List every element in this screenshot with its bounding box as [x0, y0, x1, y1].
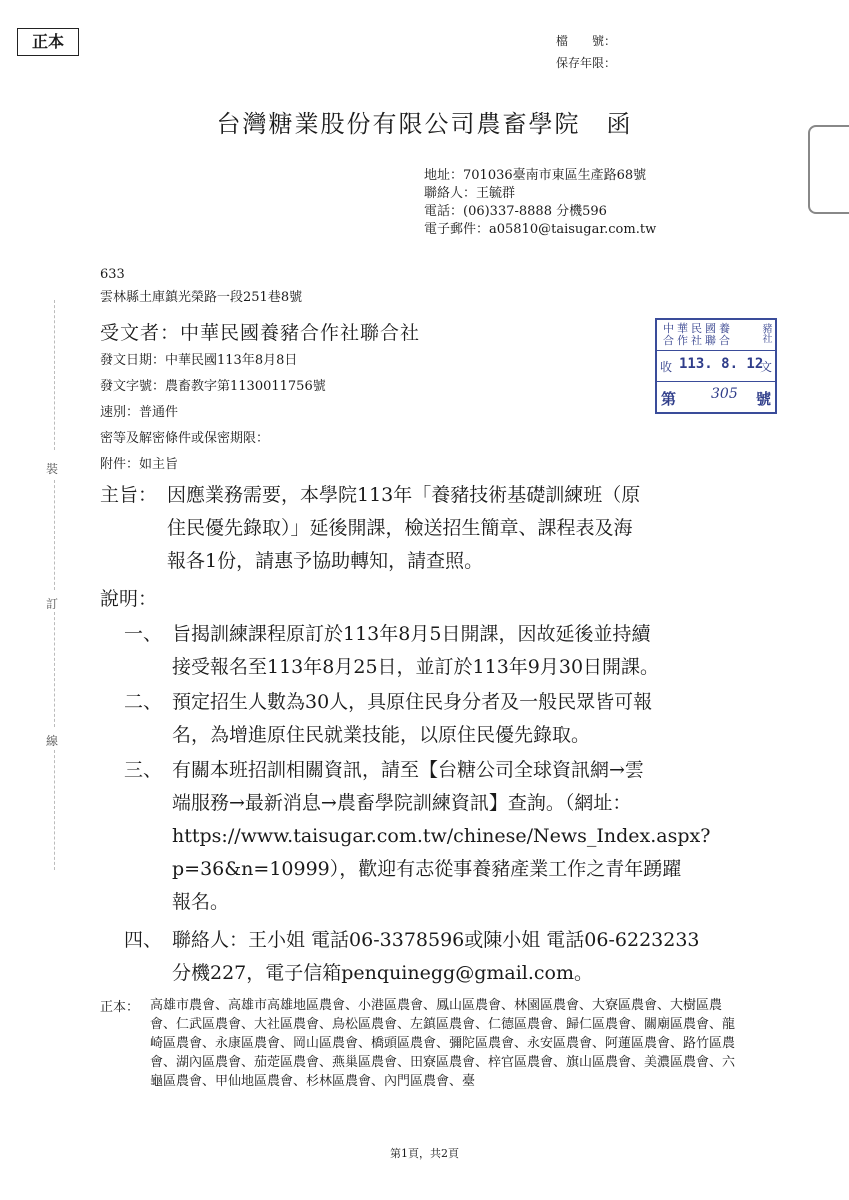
delivery-speed: 速別：普通件	[100, 405, 179, 420]
item-line: 有關本班招訓相關資訊，請至【台糖公司全球資訊網→雲	[172, 759, 644, 781]
stamp-number-row	[657, 382, 775, 412]
edge-seal-mark	[808, 125, 849, 214]
subject-label: 主旨：	[100, 484, 158, 506]
sender-contact: 聯絡人：王毓群	[424, 186, 516, 201]
item-line: 名，為增進原住民就業技能，以原住民優先錄取。	[172, 724, 591, 746]
stamp-org-line2: 合作社聯合	[663, 334, 733, 347]
item-number: 四、	[124, 929, 163, 951]
cc-recipients: 高雄市農會、高雄市高雄地區農會、小港區農會、鳳山區農會、林園區農會、大寮區農會、大樹區農會、仁武區農會、大社區農會、鳥松區農會、左鎮區農會、仁德區農會、歸仁區農會、關廟區農會、龍崎區農會、永康區農會、岡山區農會、橋頭區農會、彌陀區農會、永安區農會、阿蓮區農會、路竹區農會、湖內區農會、茄萣區農會、燕巢區農會、田寮區農會、梓官區農會、旗山區農會、美濃區農會、六龜區農會、甲仙地區農會、杉林區農會、內門區農會、臺	[150, 998, 736, 1089]
item-number: 一、	[124, 623, 163, 645]
binding-dashed-line	[54, 612, 55, 727]
page-number: 第1頁，共2頁	[390, 1147, 459, 1160]
stamp-date: 113. 8. 12	[679, 356, 764, 372]
item-line: 報名。	[172, 891, 230, 913]
recipient: 受文者：中華民國養豬合作社聯合社	[100, 322, 421, 344]
subject-line: 報各1份，請惠予協助轉知，請查照。	[167, 550, 484, 572]
stamp-number-label: 第	[661, 390, 677, 408]
explanation-label: 說明：	[100, 588, 158, 610]
document-number: 發文字號：農畜教字第1130011756號	[100, 379, 326, 394]
item-line: p=36&n=10999），歡迎有志從事養豬產業工作之青年踴躍	[172, 858, 682, 880]
binding-char-ding: 訂	[46, 597, 59, 611]
attachment: 附件：如主旨	[100, 457, 179, 472]
retention-label: 保存年限：	[556, 56, 617, 70]
stamp-number: 305	[711, 386, 738, 402]
sender-phone: 電話：(06)337-8888 分機596	[424, 204, 607, 219]
issue-date: 發文日期：中華民國113年8月8日	[100, 353, 298, 368]
stamp-number-suffix: 號	[755, 390, 771, 408]
stamp-org-line1: 中華民國養	[663, 322, 733, 335]
stamp-org-side: 豬社	[760, 323, 771, 343]
item-line: 接受報名至113年8月25日，並訂於113年9月30日開課。	[172, 656, 660, 678]
sender-address: 地址：701036臺南市東區生產路68號	[424, 168, 647, 183]
stamp-date-row	[657, 351, 775, 382]
binding-char-zhuang: 裝	[46, 462, 59, 476]
recipient-postal-code: 633	[100, 267, 125, 282]
file-number-label: 檔 號：	[556, 34, 617, 48]
item-line: 預定招生人數為30人，具原住民身分者及一般民眾皆可報	[172, 691, 653, 713]
binding-dashed-line	[54, 750, 55, 870]
binding-dashed-line	[54, 480, 55, 590]
item-number: 二、	[124, 691, 163, 713]
stamp-org-row	[657, 320, 775, 351]
item-line: 分機227，電子信箱penquinegg@gmail.com。	[172, 962, 593, 984]
subject-line: 住民優先錄取）」延後開課，檢送招生簡章、課程表及海	[167, 517, 633, 539]
document-title: 台灣糖業股份有限公司農畜學院 函	[216, 110, 633, 138]
copy-type-badge: 正本	[17, 28, 79, 56]
sender-email: 電子郵件：a05810@taisugar.com.tw	[424, 222, 657, 237]
item-line: 旨揭訓練課程原訂於113年8月5日開課，因故延後並持續	[172, 623, 651, 645]
cc-label: 正本：	[100, 1000, 140, 1015]
secrecy-level: 密等及解密條件或保密期限：	[100, 431, 270, 446]
item-number: 三、	[124, 759, 163, 781]
item-line: 聯絡人：王小姐 電話06-3378596或陳小姐 電話06-6223233	[172, 929, 700, 951]
subject-line: 因應業務需要，本學院113年「養豬技術基礎訓練班（原	[167, 484, 641, 506]
binding-char-xian: 線	[46, 734, 59, 748]
stamp-doc-label: 文	[759, 360, 772, 374]
binding-dashed-line	[54, 300, 55, 450]
item-url-line: https://www.taisugar.com.tw/chinese/News_Index.aspx?	[172, 825, 711, 847]
received-stamp	[655, 318, 777, 414]
item-line: 端服務→最新消息→農畜學院訓練資訊】查詢。（網址：	[172, 792, 632, 814]
stamp-receive-label: 收	[660, 360, 673, 374]
recipient-address: 雲林縣土庫鎮光榮路一段251巷8號	[100, 290, 303, 305]
